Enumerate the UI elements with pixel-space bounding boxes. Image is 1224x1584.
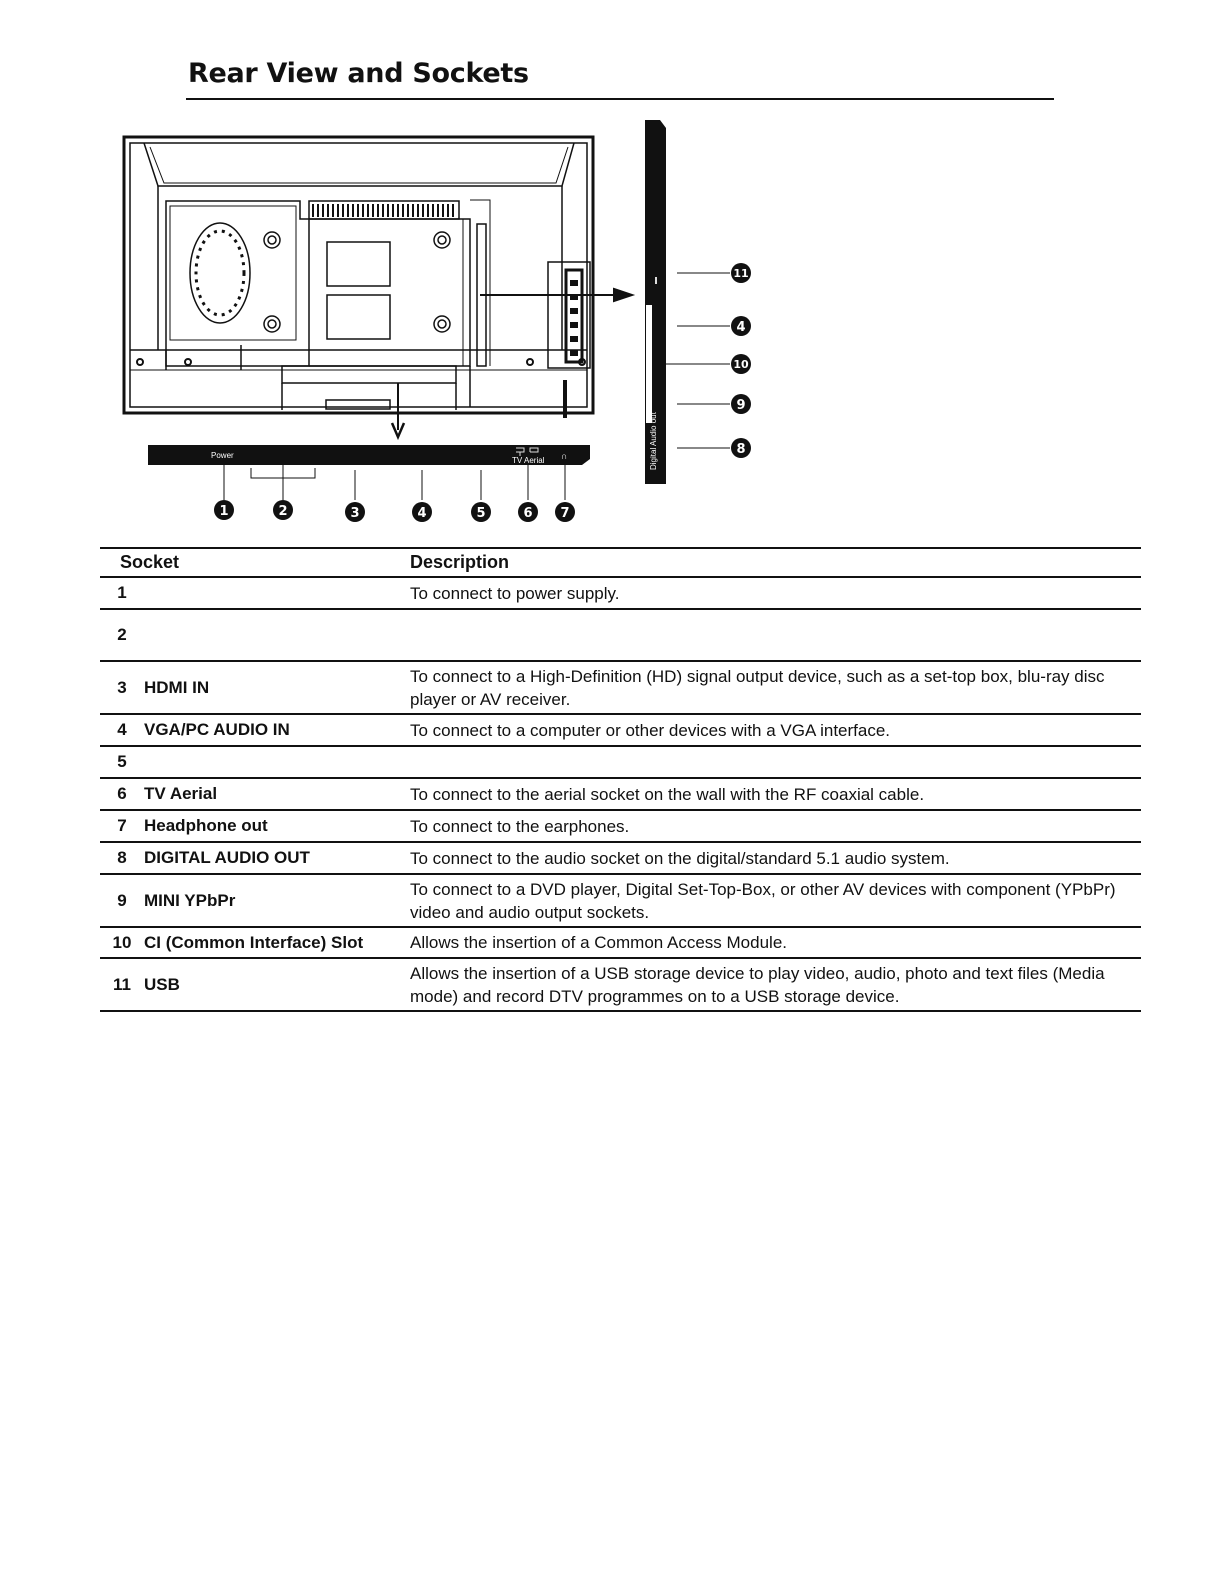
table-row: 6 TV Aerial To connect to the aerial socket on the wall with the RF coaxial cable. (100, 778, 1141, 810)
table-row: 5 (100, 746, 1141, 778)
svg-text:3: 3 (350, 506, 360, 521)
callout-4-side (731, 316, 751, 336)
callout-5 (471, 502, 491, 522)
callout-6 (518, 502, 538, 522)
callout-7 (555, 502, 575, 522)
table-row: 4 VGA/PC AUDIO IN To connect to a computer or other devices with a VGA interface. (100, 714, 1141, 746)
table-row: 11 USB Allows the insertion of a USB storage device to play video, audio, photo and text files (Media mode) and record DTV programmes on to a USB storage device. (100, 958, 1141, 1011)
table-row: 9 MINI YPbPr To connect to a DVD player, Digital Set-Top-Box, or other AV devices with component (YPbPr) video and audio output sockets. (100, 874, 1141, 927)
svg-text:5: 5 (476, 506, 486, 521)
table-row: 2 (100, 609, 1141, 661)
svg-text:1: 1 (219, 504, 229, 519)
callout-11 (731, 263, 751, 283)
callout-2 (273, 500, 293, 520)
digital-audio-out-label: Digital Audio out (649, 412, 658, 470)
table-row: 7 Headphone out To connect to the earphones. (100, 810, 1141, 842)
sockets-table (100, 547, 1141, 1012)
svg-text:9: 9 (736, 398, 746, 413)
callout-9 (731, 394, 751, 414)
tv-rear-diagram (0, 110, 1224, 540)
vent-grille (313, 204, 453, 217)
svg-text:7: 7 (560, 506, 570, 521)
svg-text:8: 8 (736, 442, 746, 457)
tv-aerial-label: TV Aerial (512, 456, 545, 465)
svg-text:10: 10 (733, 358, 749, 371)
svg-text:2: 2 (278, 504, 288, 519)
svg-text:6: 6 (523, 506, 533, 521)
callout-1 (214, 500, 234, 520)
callout-3 (345, 502, 365, 522)
page-title: Rear View and Sockets (188, 58, 529, 89)
table-row: 8 DIGITAL AUDIO OUT To connect to the audio socket on the digital/standard 5.1 audio system. (100, 842, 1141, 874)
callout-8 (731, 438, 751, 458)
title-underline (186, 98, 1054, 100)
arrow-right-icon (614, 289, 632, 301)
vesa-mount-screws (264, 232, 450, 332)
callout-10 (731, 354, 751, 374)
header-socket: Socket (100, 548, 410, 577)
table-row: 10 CI (Common Interface) Slot Allows the insertion of a Common Access Module. (100, 927, 1141, 958)
table-row: 3 HDMI IN To connect to a High-Definition (HD) signal output device, such as a set-top box, blu-ray disc player or AV receiver. (100, 661, 1141, 714)
svg-text:4: 4 (736, 320, 746, 335)
callout-4 (412, 502, 432, 522)
table-header-row (100, 548, 1141, 577)
tv-rear-outline (124, 137, 593, 413)
headphone-icon: ∩ (561, 451, 568, 461)
svg-text:4: 4 (417, 506, 427, 521)
power-label: Power (211, 451, 234, 460)
speaker-grille (190, 223, 250, 323)
svg-text:11: 11 (733, 267, 749, 280)
header-description: Description (410, 548, 1141, 577)
table-row: 1 To connect to power supply. (100, 577, 1141, 609)
